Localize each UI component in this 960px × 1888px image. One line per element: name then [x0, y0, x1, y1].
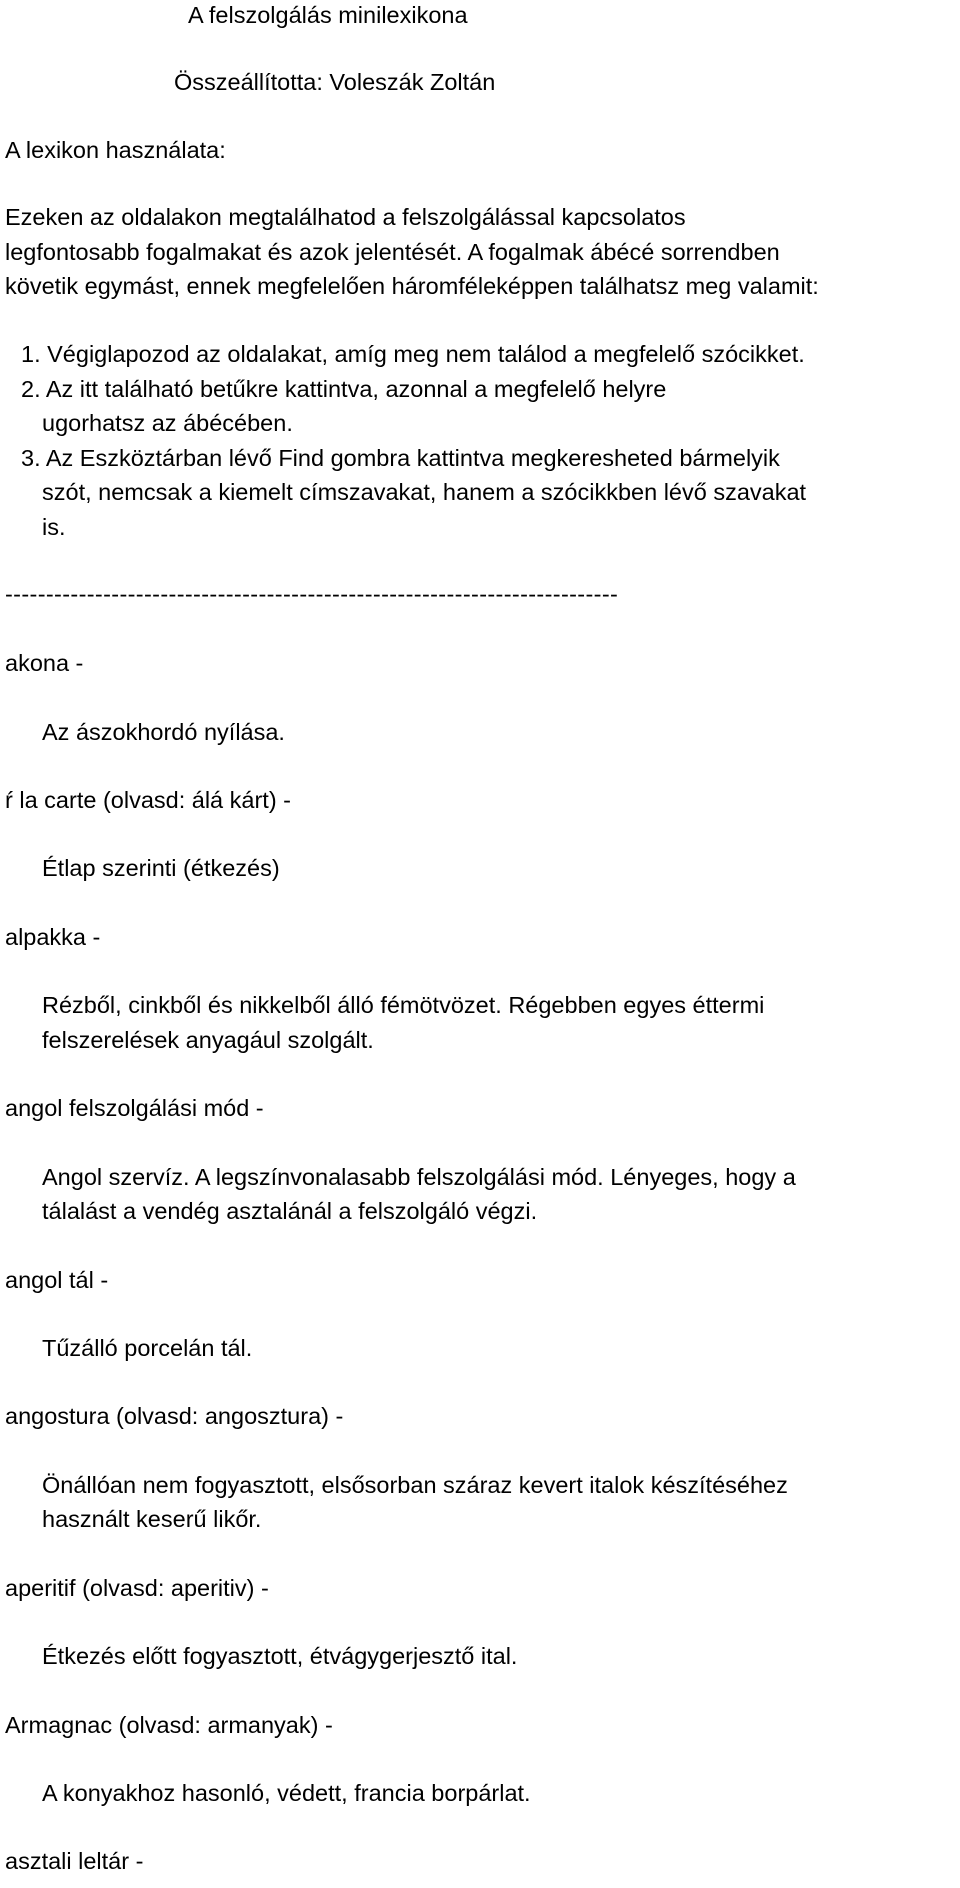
- entry-term: akona -: [5, 650, 84, 676]
- section-separator: ---------------------------------------------------------------------------: [5, 581, 619, 607]
- entry-term: alpakka -: [5, 924, 101, 950]
- entry-definition: tálalást a vendég asztalánál a felszolgáló végzi.: [42, 1198, 538, 1224]
- step-3-continued: is.: [42, 514, 66, 540]
- entry-term: asztali leltár -: [5, 1848, 144, 1874]
- entry-definition: Étkezés előtt fogyasztott, étvágygerjesztő ital.: [42, 1643, 518, 1669]
- document-author: Összeállította: Voleszák Zoltán: [174, 69, 496, 95]
- entry-term: aperitif (olvasd: aperitiv) -: [5, 1575, 269, 1601]
- intro-line: legfontosabb fogalmakat és azok jelentését. A fogalmak ábécé sorrendben: [5, 239, 780, 265]
- entry-term: angol felszolgálási mód -: [5, 1095, 264, 1121]
- entry-definition: Rézből, cinkből és nikkelből álló fémötvözet. Régebben egyes éttermi: [42, 992, 765, 1018]
- step-1: 1. Végiglapozod az oldalakat, amíg meg nem találod a megfelelő szócikket.: [21, 341, 805, 367]
- step-3-continued: szót, nemcsak a kiemelt címszavakat, hanem a szócikkben lévő szavakat: [42, 479, 807, 505]
- entry-definition: használt keserű likőr.: [42, 1506, 262, 1532]
- intro-line: Ezeken az oldalakon megtalálhatod a felszolgálással kapcsolatos: [5, 204, 686, 230]
- entry-definition: A konyakhoz hasonló, védett, francia borpárlat.: [42, 1780, 531, 1806]
- entry-term: angol tál -: [5, 1267, 109, 1293]
- entry-definition: Étlap szerinti (étkezés): [42, 855, 280, 881]
- entry-definition: Önállóan nem fogyasztott, elsősorban száraz kevert italok készítéséhez: [42, 1472, 788, 1498]
- step-2: 2. Az itt található betűkre kattintva, azonnal a megfelelő helyre: [21, 376, 667, 402]
- entry-term: Armagnac (olvasd: armanyak) -: [5, 1712, 333, 1738]
- intro-line: követik egymást, ennek megfelelően háromféleképpen találhatsz meg valamit:: [5, 273, 819, 299]
- document-title: A felszolgálás minilexikona: [188, 2, 468, 28]
- usage-heading: A lexikon használata:: [5, 137, 226, 163]
- entry-term: ŕ la carte (olvasd: álá kárt) -: [5, 787, 292, 813]
- step-2-continued: ugorhatsz az ábécében.: [42, 410, 293, 436]
- step-3: 3. Az Eszköztárban lévő Find gombra kattintva megkeresheted bármelyik: [21, 445, 780, 471]
- entry-definition: Az ászokhordó nyílása.: [42, 719, 285, 745]
- entry-term: angostura (olvasd: angosztura) -: [5, 1403, 344, 1429]
- entry-definition: Tűzálló porcelán tál.: [42, 1335, 253, 1361]
- entry-definition: Angol szervíz. A legszínvonalasabb felszolgálási mód. Lényeges, hogy a: [42, 1164, 796, 1190]
- entry-definition: felszerelések anyagául szolgált.: [42, 1027, 374, 1053]
